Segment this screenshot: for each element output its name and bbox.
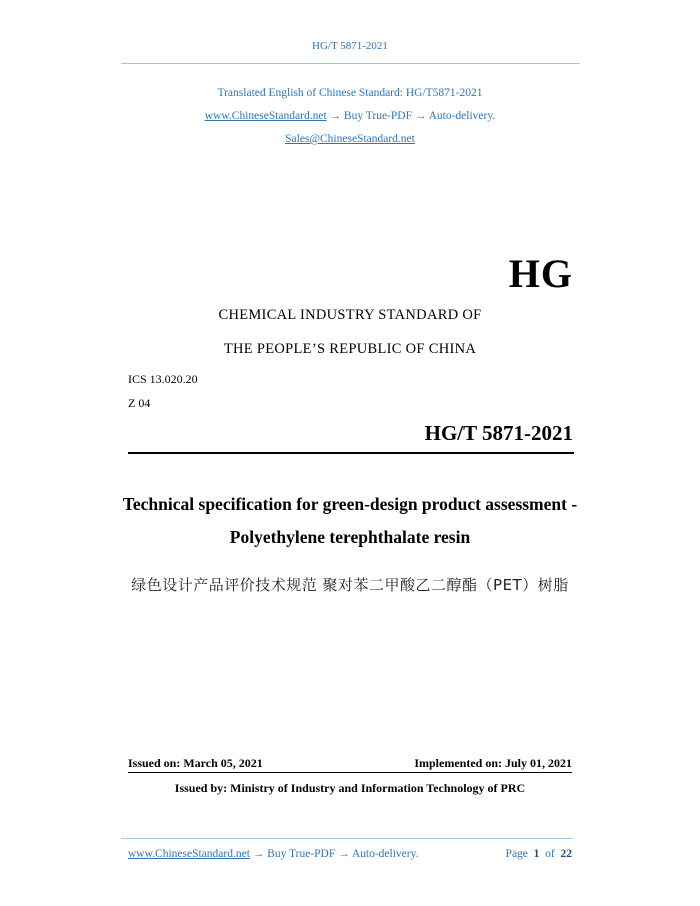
code-underline	[128, 452, 574, 454]
dates-divider	[128, 772, 572, 773]
footer-divider	[121, 838, 573, 839]
org-line-1: CHEMICAL INDUSTRY STANDARD OF	[218, 307, 482, 323]
org-line-2: THE PEOPLE’S REPUBLIC OF CHINA	[223, 341, 477, 357]
page-number: 1	[533, 848, 540, 860]
title-line-2: Polyethylene terephthalate resin	[229, 527, 471, 547]
issuer: Issued by: Ministry of Industry and Information Technology of PRC	[174, 781, 526, 795]
footer-buy-line	[128, 848, 418, 860]
buy-line	[0, 110, 700, 122]
of-label: of	[545, 848, 555, 860]
issued-date: Issued on: March 05, 2021	[128, 756, 263, 770]
email-link[interactable]: Sales@ChineseStandard.net	[285, 133, 415, 145]
title-line-1: Technical specification for green-design product assessment -	[122, 494, 578, 514]
chinese-title: 绿色设计产品评价技术规范 聚对苯二甲酸乙二醇酯（PET）树脂	[131, 576, 569, 594]
standard-code: HG/T 5871-2021	[424, 421, 573, 445]
site-link[interactable]: www.ChineseStandard.net	[204, 110, 327, 122]
total-pages: 22	[560, 848, 572, 860]
implemented-date: Implemented on: July 01, 2021	[414, 756, 572, 770]
buy-text: → Buy True-PDF → Auto-delivery.	[326, 110, 496, 122]
running-header: HG/T 5871-2021	[312, 40, 388, 52]
footer-buy-text: → Buy True-PDF → Auto-delivery.	[249, 848, 419, 860]
ics-code: ICS 13.020.20	[128, 372, 198, 386]
footer-site-link[interactable]: www.ChineseStandard.net	[128, 848, 250, 860]
translation-notice: Translated English of Chinese Standard: HG/T5871-2021	[217, 87, 483, 99]
email-line	[0, 133, 700, 145]
ccs-code: Z 04	[128, 396, 151, 410]
header-divider	[121, 63, 580, 64]
standard-mark: HG	[508, 251, 573, 296]
page-label: Page	[505, 848, 528, 860]
page-counter	[506, 848, 572, 860]
